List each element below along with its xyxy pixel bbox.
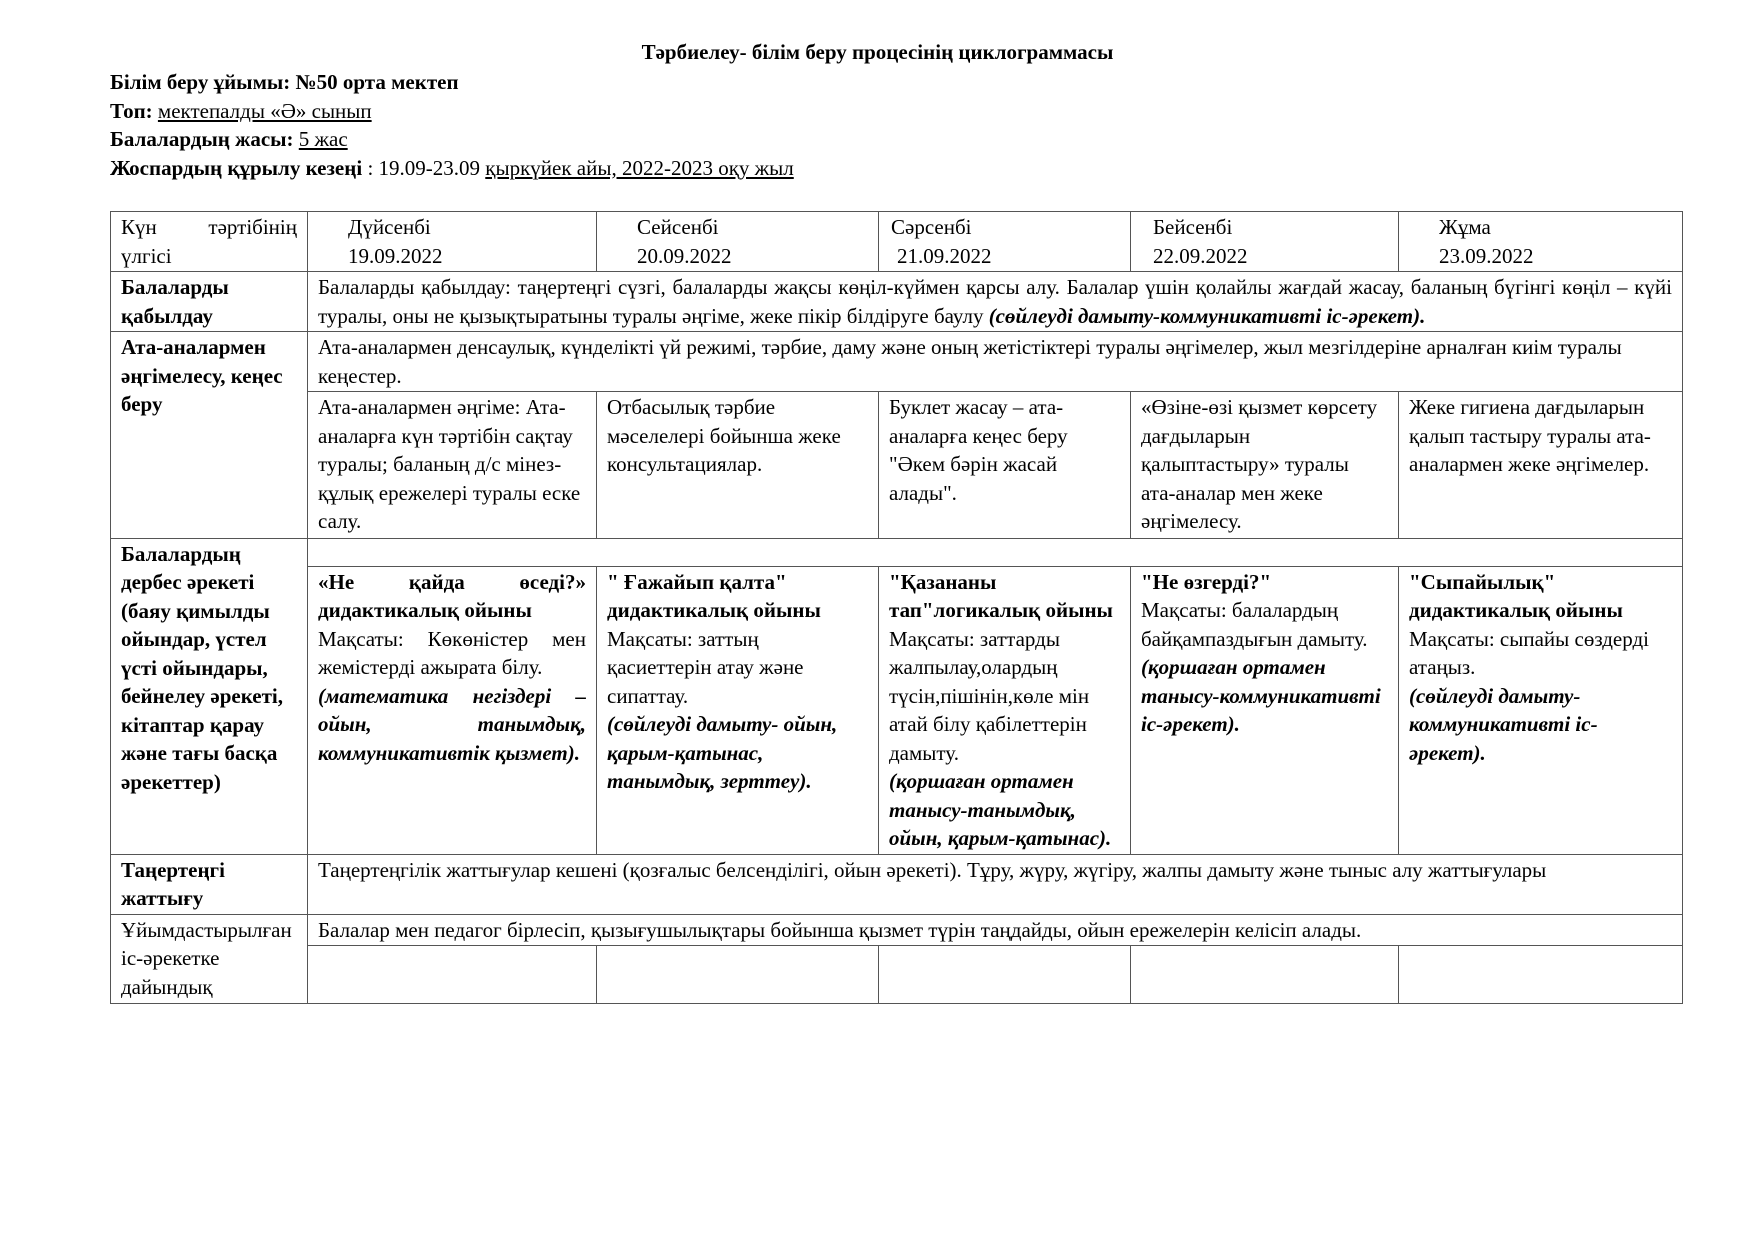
prep-day-cell [1131,946,1399,1004]
game-goal: Мақсаты: балалардың байқампаздығын дамыту. [1141,598,1368,651]
day-date: 21.09.2022 [897,243,992,268]
group-value: мектепалды «Ә» сынып [157,98,372,123]
day-header-mon [308,212,597,272]
independent-day-cell [1399,566,1683,854]
day-name: Бейсенбі [1153,215,1233,239]
independent-day-cell [1131,566,1399,854]
prep-days-row [111,946,1683,1004]
document-header [110,68,794,182]
prep-day-cell [308,946,597,1004]
prep-day-cell [1399,946,1683,1004]
parents-day-cell: Отбасылық тәрбие мәселелері бойынша жеке консультациялар. [597,392,879,539]
reception-text: Балаларды қабылдау: таңертеңгі сүзгі, балаларды жақсы көңіл-күймен қарсы алу. Балалар үшін қолайлы жағдай жасау, баланың бүгінгі көңіл – күйі туралы, оны не қызықтыратыны туралы әңгіме, жеке пікір білдіруге баулу [318,275,1672,328]
game-goal: Мақсаты: заттарды жалпылау,олардың түсін,пішінін,көле мін атай білу қабілеттерін дамыту. [889,626,1090,765]
prep-day-cell [597,946,879,1004]
org-line [110,68,794,97]
parents-general-row [111,332,1683,392]
game-title: "Қазананы тап"логикалық ойыны [889,569,1113,622]
day-name: Дүйсенбі [348,215,431,239]
prep-day-cell [879,946,1131,1004]
reception-label: Балаларды қабылдау [111,272,308,332]
org-label: Білім беру ұйымы: [110,70,291,94]
prep-text-row [111,914,1683,946]
day-date: 22.09.2022 [1153,243,1248,268]
period-line [110,154,794,183]
game-goal: Мақсаты: Көкөністер мен жемістерді ажырата білу. [318,626,586,679]
day-header-thu [1131,212,1399,272]
day-name: Сәрсенбі [891,215,972,239]
independent-day-cell [597,566,879,854]
parents-day-cell: «Өзіне-өзі қызмет көрсету дағдыларын қалыптастыру» туралы ата-аналар мен жеке әңгімелесу. [1131,392,1399,539]
corner-cell: Күн тәртібінің үлгісі [111,212,308,272]
day-header-fri [1399,212,1683,272]
game-goal: Мақсаты: сыпайы сөздерді атаңыз. [1409,626,1649,679]
independent-day-cell [879,566,1131,854]
day-name: Жұма [1439,215,1491,239]
page-title: Тәрбиелеу- білім беру процесінің циклограммасы [641,40,1114,64]
independent-days-row [111,566,1683,854]
independent-empty-cell [308,538,1683,566]
age-label: Балалардың жасы: [110,127,294,151]
game-area: (математика негіздері – ойын, танымдық, коммуникативтік қызмет). [318,683,586,765]
reception-text-cell [308,272,1683,332]
day-date: 20.09.2022 [637,243,732,268]
age-value: 5 жас [298,127,348,151]
group-line [110,97,794,126]
reception-row [111,272,1683,332]
group-label: Топ: [110,98,153,123]
parents-day-cell: Ата-аналармен әңгіме: Ата-аналарға күн тәртібін сақтау туралы; баланың д/с мінез-құлық ережелері туралы еске салу. [308,392,597,539]
parents-day-cell: Буклет жасау – ата-аналарға кеңес беру "Әкем бәрін жасай алады". [879,392,1131,539]
age-line [110,125,794,154]
exercise-label: Таңертеңгі жаттығу [111,854,308,914]
day-header-tue [597,212,879,272]
day-date: 23.09.2022 [1439,243,1534,268]
parents-label: Ата-аналармен әңгімелесу, кеңес беру [111,332,308,539]
game-title: "Не өзгерді?" [1141,569,1272,594]
game-area: (қоршаған ортамен танысу-коммуникативті іс-әрекет). [1141,655,1381,736]
schedule-table [110,211,1683,1004]
independent-empty-row [111,538,1683,566]
org-value: №50 орта мектеп [295,70,459,94]
prep-text: Балалар мен педагог бірлесіп, қызығушылықтары бойынша қызмет түрін таңдайды, ойын ережелерін келісіп алады. [308,914,1683,946]
reception-area: (сөйлеуді дамыту-коммуникативті іс-әрекет). [988,303,1426,328]
independent-day-cell [308,566,597,854]
independent-label: Балалардың дербес әрекеті (баяу қимылды ойындар, үстел үсті ойындары, бейнелеу әрекеті, кітаптар қарау және тағы басқа әрекеттер) [111,538,308,854]
game-title: " Ғажайып қалта" дидактикалық ойыны [607,569,821,622]
day-date: 19.09.2022 [348,243,443,268]
period-label: Жоспардың құрылу кезеңі [110,155,363,180]
prep-label: Ұйымдастырылған іс-әрекетке дайындық [111,914,308,1004]
game-title: «Не қайда өседі?» дидактикалық ойыны [318,569,586,622]
day-header-wed [879,212,1131,272]
parents-general: Ата-аналармен денсаулық, күнделікті үй режимі, тәрбие, даму және оның жетістіктері туралы әңгімелер, жыл мезгілдеріне арналған киім туралы кеңестер. [308,332,1683,392]
exercise-row [111,854,1683,914]
parents-day-cell: Жеке гигиена дағдыларын қалып тастыру туралы ата-аналармен жеке әңгімелер. [1399,392,1683,539]
game-area: (қоршаған ортамен танысу-танымдық, ойын, қарым-қатынас). [889,769,1112,850]
game-area: (сөйлеуді дамыту-коммуникативті іс-әрекет). [1409,683,1598,765]
day-name: Сейсенбі [637,215,719,239]
parents-days-row [111,392,1683,539]
game-goal: Мақсаты: заттың қасиеттерін атау және сипаттау. [607,626,804,708]
period-value: қыркүйек айы, 2022-2023 оқу жыл [485,155,794,180]
period-dates: : 19.09-23.09 [362,155,486,180]
exercise-text: Таңертеңгілік жаттығулар кешені (қозғалыс белсенділігі, ойын әрекеті). Тұру, жүру, жүгіру, жалпы дамыту және тыныс алу жаттығулары [308,854,1683,914]
game-area: (сөйлеуді дамыту- ойын, қарым-қатынас, танымдық, зерттеу). [607,712,838,793]
game-title: "Сыпайылық" дидактикалық ойыны [1409,569,1623,622]
table-header-row [111,212,1683,272]
